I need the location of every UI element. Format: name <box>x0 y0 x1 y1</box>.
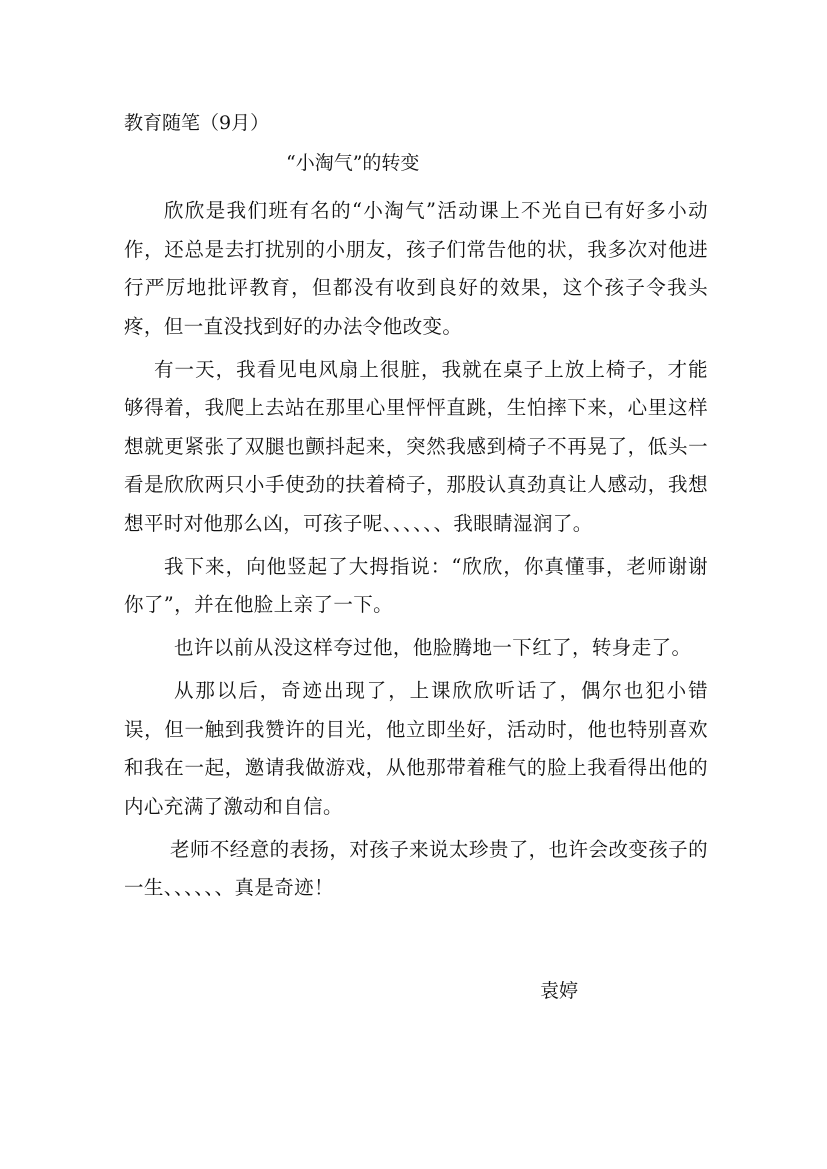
paragraph-5: 从那以后，奇迹出现了，上课欣欣听话了，偶尔也犯小错误，但一触到我赞许的目光，他立即坐好，活动时，他也特别喜欢和我在一起，邀请我做游戏，从他那带着稚气的脸上我看得出他的内心充满了激动和自信。 <box>124 679 708 818</box>
paragraph-4: 也许以前从没这样夸过他，他脸腾地一下红了，转身走了。 <box>174 636 692 659</box>
essay-header: 教育随笔（9月） <box>124 112 270 134</box>
paragraph-3: 我下来，向他竖起了大拇指说：“欣欣，你真懂事，老师谢谢你了”，并在他脸上亲了一下。 <box>124 554 708 616</box>
paragraph-6: 老师不经意的表扬，对孩子来说太珍贵了，也许会改变孩子的一生、、、、、、真是奇迹！ <box>124 837 708 899</box>
paragraph-2: 有一天，我看见电风扇上很脏，我就在桌子上放上椅子，才能够得着，我爬上去站在那里心里怦怦直跳，生怕摔下来，心里这样想就更紧张了双腿也颤抖起来，突然我感到椅子不再晃了，低头一看是欣欣两只小手使劲的扶着椅子，那股认真劲真让人感动，我想想平时对他那么凶，可孩子呢、、、、、、我眼睛湿润了。 <box>124 357 708 535</box>
essay-title: “小淘气”的转变 <box>286 152 420 174</box>
author-signature: 袁婷 <box>540 980 579 1002</box>
paragraph-1: 欣欣是我们班有名的“小淘气”活动课上不光自已有好多小动作，还总是去打扰别的小朋友，孩子们常告他的状，我多次对他进行严厉地批评教育，但都没有收到良好的效果，这个孩子令我头疼，但一直没找到好的办法令他改变。 <box>124 199 708 338</box>
essay-body <box>124 192 708 912</box>
